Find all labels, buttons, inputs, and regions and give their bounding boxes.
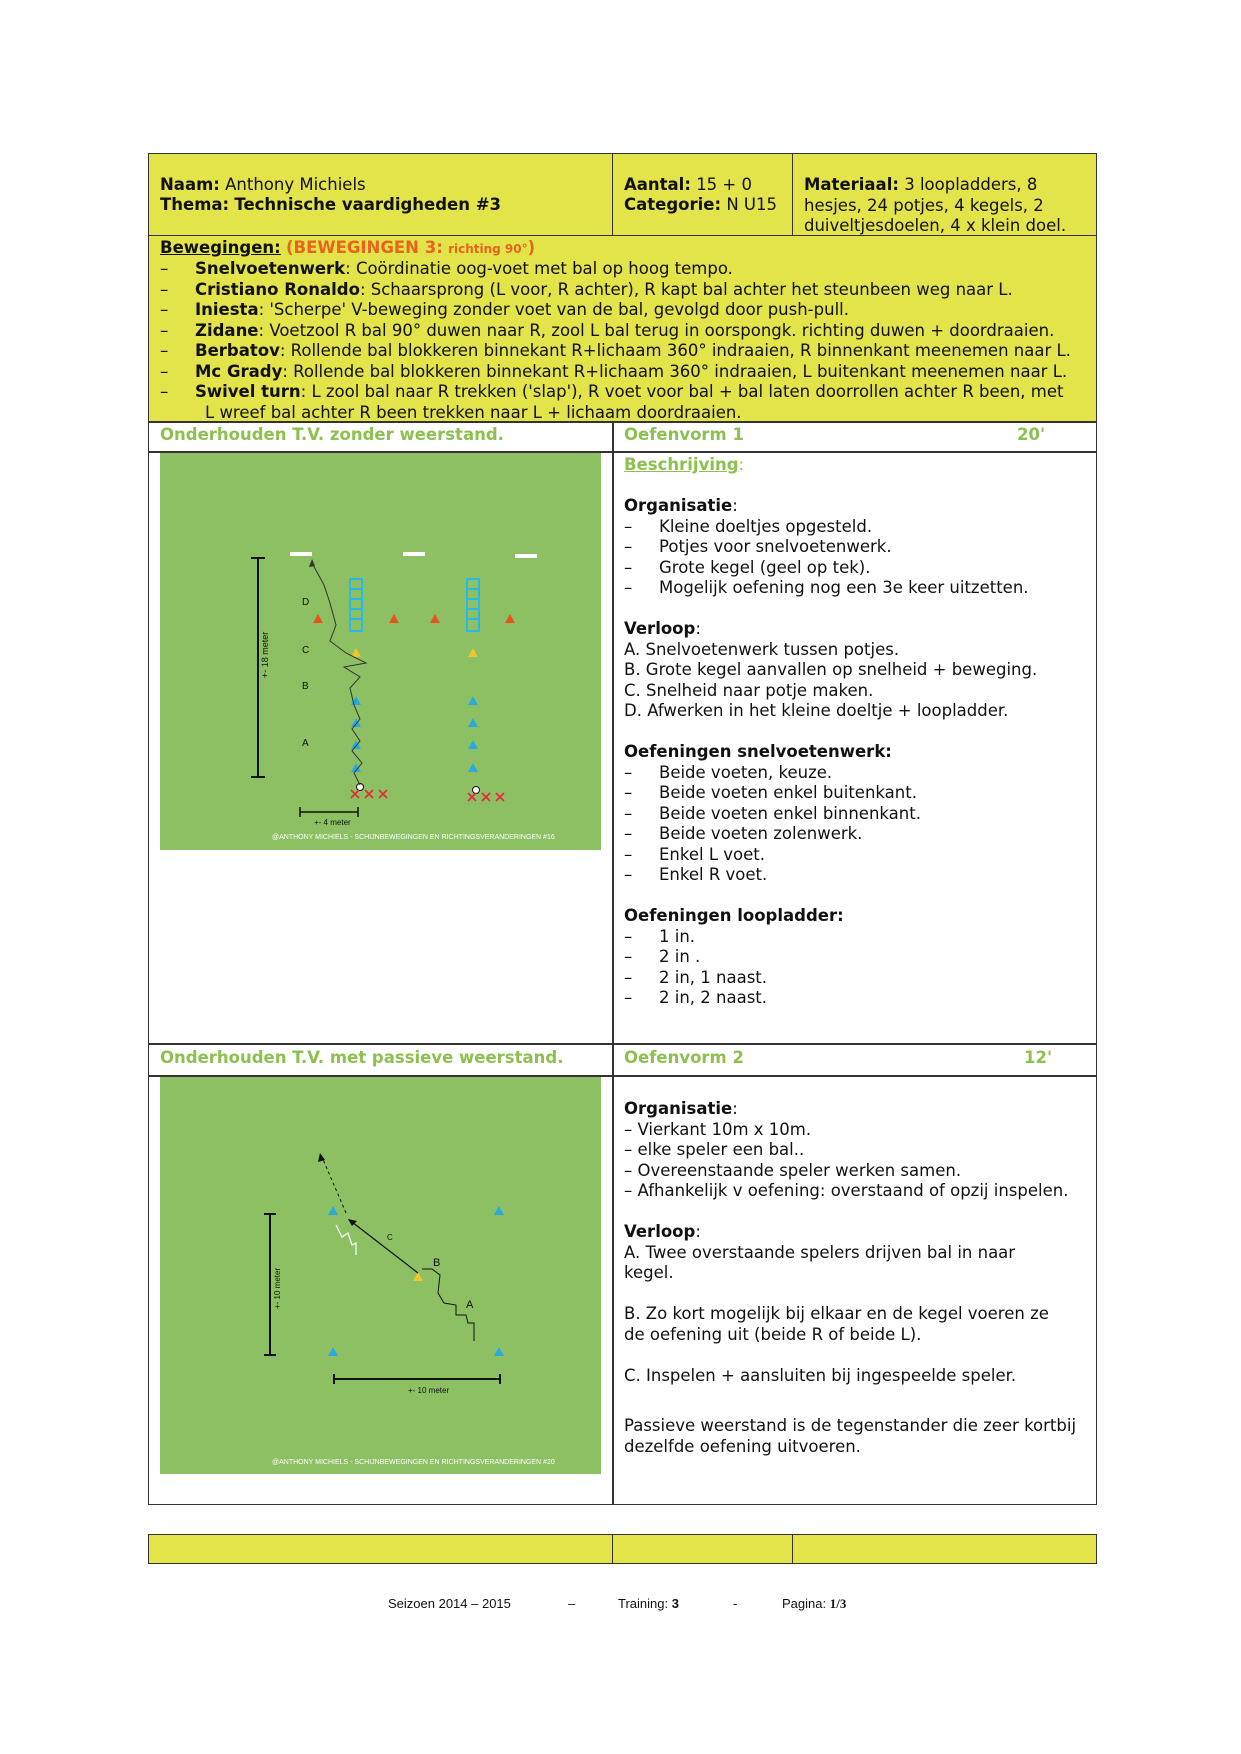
bottom-cell-left: [148, 1534, 614, 1564]
verloop-item: D. Afwerken in het kleine doeltje + loopladder.: [624, 701, 1009, 720]
small-goal: [403, 552, 425, 556]
organisatie-item: – Kleine doeltjes opgesteld.: [624, 516, 873, 536]
snel-item: – Beide voeten zolenwerk.: [624, 824, 863, 843]
section2-title: Onderhouden T.V. met passieve weerstand.: [160, 1048, 564, 1067]
field-background: [160, 1077, 601, 1474]
bottom-cell-right: [792, 1534, 1097, 1564]
organisatie-item: – Vierkant 10m x 10m.: [624, 1119, 812, 1139]
organisatie-item: – elke speler een bal..: [624, 1140, 805, 1159]
section1-title: Onderhouden T.V. zonder weerstand.: [160, 425, 504, 444]
loop-item: – 2 in, 2 naast.: [624, 988, 768, 1007]
section2-description: Organisatie: – Vierkant 10m x 10m. – elke speler een bal.. – Overeenstaande speler werken samen. – Afhankelijk v oefening: overstaand of opzij inspelen. Verloop: A. Twee overstaande spelers drijven bal in naar kegel. B. Zo kort mogelijk bij elkaar en de kegel voeren ze de oefening uit (beide R of beide L). C. Inspelen + aansluiten bij ingespeelde speler. Passieve weerstand is de tegenstander die zeer kortbij dezelfde oefening uitvoeren.: [624, 1099, 1092, 1457]
section1-description: Beschrijving: Organisatie: – Kleine doeltjes opgesteld. – Potjes voor snelvoetenwerk. – Grote kegel (geel op tek). – Mogelijk oefening nog een 3e keer uitzetten. Verloop: A. Snelvoetenwerk tussen potjes. B. Grote kegel aanvallen op snelheid + beweging. C. Snelheid naar potje maken. D. Afwerken in het kleine doeltje + loopladder. Oefeningen snelvoetenwerk: – Beide voeten, keuze. – Beide voeten enkel buitenkant. – Beide voeten enkel binnenkant. – Beide voeten zolenwerk. – Enkel L voet. – Enkel R voet. Oefeningen loopladder: – 1 in. – 2 in . – 2 in, 1 naast. – 2 in, 2 naast.: [624, 455, 1092, 1009]
section2-duration: 12': [1024, 1048, 1053, 1067]
verloop-item: C. Snelheid naar potje maken.: [624, 680, 874, 700]
snel-item: – Beide voeten, keuze.: [624, 762, 833, 782]
verloop-item: A. Snelvoetenwerk tussen potjes.: [624, 639, 900, 659]
organisatie-item: – Overeenstaande speler werken samen.: [624, 1160, 962, 1180]
bewegingen-list: [160, 259, 1090, 423]
station-letter: A: [302, 738, 309, 749]
diagram-credit: @ANTHONY MICHIELS - SCHIJNBEWEGINGEN EN RICHTINGSVERANDERINGEN #20: [272, 1459, 555, 1466]
station-letter: C: [387, 1233, 393, 1242]
diagram-oefenvorm-2: [160, 1077, 601, 1474]
beweging-item: – Iniesta: 'Scherpe' V-beweging zonder voet van de bal, gevolgd door push-pull.: [160, 300, 849, 319]
beweging-item-continuation: L wreef bal achter R been trekken naar L + lichaam doordraaien.: [205, 402, 742, 422]
station-letter: C: [302, 645, 310, 656]
footer-dash: –: [568, 1596, 576, 1611]
length-label: +- 10 meter: [273, 1267, 282, 1309]
beweging-item: – Swivel turn: L zool bal naar R trekken ('slap'), R voet voor bal + bal laten doorrollen achter R been, met: [160, 382, 1064, 401]
materiaal-block: Materiaal: 3 loopladders, 8 hesjes, 24 potjes, 4 kegels, 2 duiveltjesdoelen, 4 x klein doel.: [804, 175, 1067, 235]
organisatie-item: – Afhankelijk v oefening: overstaand of opzij inspelen.: [624, 1181, 1069, 1200]
loop-item: – 2 in, 1 naast.: [624, 967, 768, 987]
station-letter: B: [433, 1257, 441, 1269]
snel-item: – Enkel R voet.: [624, 865, 768, 884]
loop-item: – 1 in.: [624, 926, 696, 946]
width-label: +- 4 meter: [314, 818, 351, 827]
naam-line: Naam: Anthony Michiels: [160, 175, 366, 194]
small-goal: [290, 552, 312, 556]
beweging-item: – Mc Grady: Rollende bal blokkeren binnekant R+lichaam 360° indraaien, L buitenkant meenemen naar L.: [160, 361, 1068, 381]
station-letter: D: [302, 597, 310, 608]
beweging-item: – Snelvoetenwerk: Coördinatie oog-voet met bal op hoog tempo.: [160, 259, 733, 278]
snel-item: – Enkel L voet.: [624, 844, 765, 864]
ball: [473, 787, 480, 794]
width-label: +- 10 meter: [408, 1386, 450, 1395]
snel-item: – Beide voeten enkel buitenkant.: [624, 783, 917, 802]
footer-training: Training: 3: [618, 1596, 679, 1611]
footer-pagina: Pagina: 1/3: [782, 1596, 847, 1611]
bottom-cell-mid: [612, 1534, 794, 1564]
footer-seizoen: Seizoen 2014 – 2015: [388, 1596, 511, 1611]
organisatie-item: – Potjes voor snelvoetenwerk.: [624, 537, 892, 556]
station-letter: B: [302, 681, 309, 692]
beweging-item: – Cristiano Ronaldo: Schaarsprong (L voor, R achter), R kapt bal achter het steunbeen weg naar L.: [160, 279, 1013, 299]
beweging-item: – Berbatov: Rollende bal blokkeren binnekant R+lichaam 360° indraaien, R binnenkant meenemen naar L.: [160, 341, 1071, 360]
diagram-oefenvorm-1: [160, 453, 601, 850]
diagram-credit: @ANTHONY MICHIELS - SCHIJNBEWEGINGEN EN RICHTINGSVERANDERINGEN #16: [272, 834, 555, 841]
beweging-item: – Zidane: Voetzool R bal 90° duwen naar R, zool L bal terug in oorspongk. richting duwen + doordraaien.: [160, 320, 1055, 340]
organisatie-item: – Mogelijk oefening nog een 3e keer uitzetten.: [624, 578, 1029, 597]
small-goal: [515, 554, 537, 558]
verloop-item: B. Grote kegel aanvallen op snelheid + beweging.: [624, 660, 1038, 679]
section1-oefenvorm: Oefenvorm 1: [624, 425, 744, 444]
aantal-line: Aantal: 15 + 0: [624, 175, 752, 194]
organisatie-item: – Grote kegel (geel op tek).: [624, 557, 871, 577]
section2-oefenvorm: Oefenvorm 2: [624, 1048, 744, 1067]
footer-dash: -: [733, 1596, 738, 1611]
length-label: +- 18 meter: [260, 631, 270, 678]
station-letter: A: [466, 1299, 474, 1311]
bewegingen-heading: Bewegingen: (BEWEGINGEN 3: richting 90°): [160, 238, 536, 257]
loop-item: – 2 in .: [624, 947, 701, 966]
thema-line: Thema: Technische vaardigheden #3: [160, 195, 502, 214]
snel-item: – Beide voeten enkel binnenkant.: [624, 803, 921, 823]
categorie-line: Categorie: N U15: [624, 195, 777, 214]
section1-duration: 20': [1017, 425, 1046, 444]
